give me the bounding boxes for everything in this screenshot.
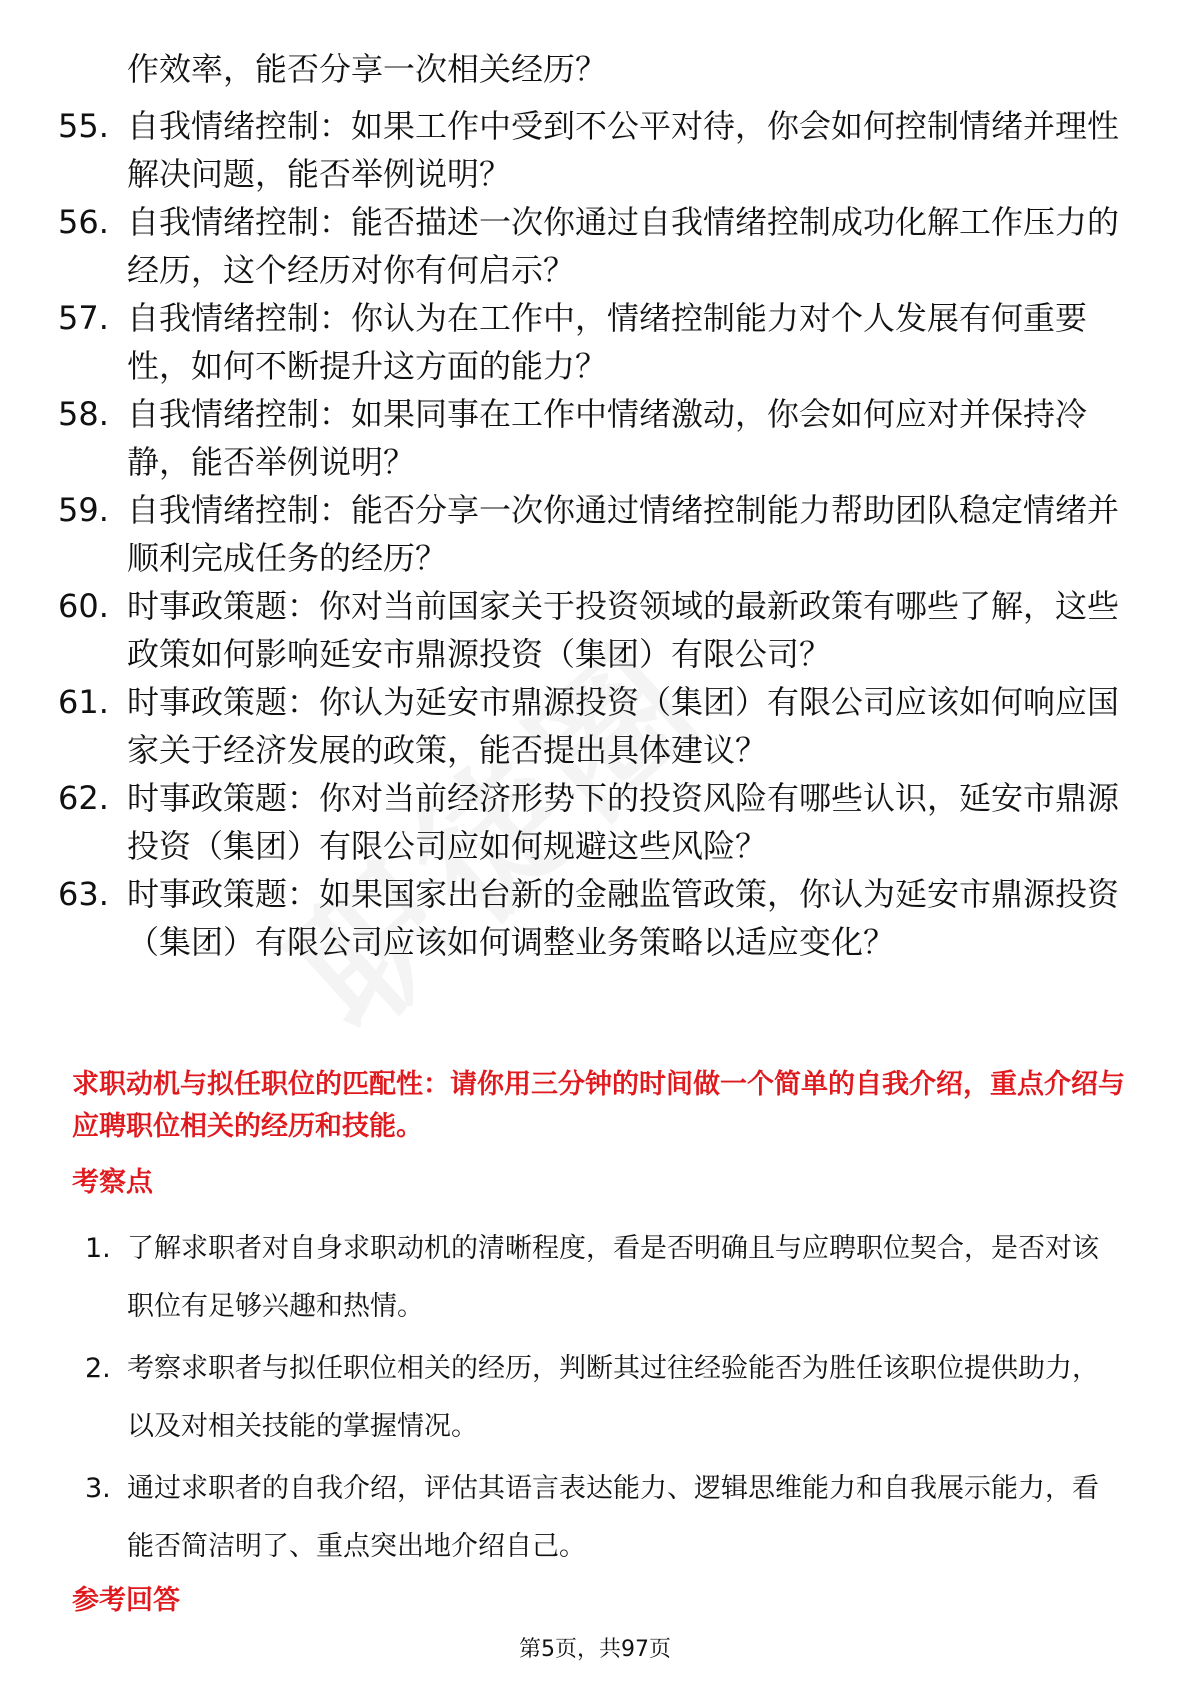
question-number: 60. bbox=[58, 587, 109, 625]
exam-point-text: 考察求职者与拟任职位相关的经历，判断其过往经验能否为胜任该职位提供助力，以及对相关技能的掌握情况。 bbox=[127, 1353, 1099, 1442]
question-number: 59. bbox=[58, 491, 109, 529]
question-number: 62. bbox=[58, 779, 109, 817]
exam-points-heading: 考察点 bbox=[72, 1167, 153, 1198]
question-text: 自我情绪控制：你认为在工作中，情绪控制能力对个人发展有何重要性，如何不断提升这方面的能力？ bbox=[127, 299, 1088, 385]
exam-point-text: 了解求职者对自身求职动机的清晰程度，看是否明确且与应聘职位契合，是否对该职位有足够兴趣和热情。 bbox=[127, 1233, 1099, 1322]
question-continuation: 作效率，能否分享一次相关经历？ bbox=[127, 50, 608, 88]
question-number: 61. bbox=[58, 683, 109, 721]
question-text: 自我情绪控制：如果工作中受到不公平对待，你会如何控制情绪并理性解决问题，能否举例说明？ bbox=[127, 107, 1120, 193]
question-text: 自我情绪控制：如果同事在工作中情绪激动，你会如何应对并保持冷静，能否举例说明？ bbox=[127, 395, 1088, 481]
question-text: 自我情绪控制：能否描述一次你通过自我情绪控制成功化解工作压力的经历，这个经历对你有何启示？ bbox=[127, 203, 1120, 289]
exam-point-number: 1. bbox=[85, 1233, 111, 1264]
question-text: 时事政策题：你认为延安市鼎源投资（集团）有限公司应该如何响应国家关于经济发展的政策，能否提出具体建议？ bbox=[127, 683, 1120, 769]
exam-point-number: 3. bbox=[85, 1473, 111, 1504]
question-text: 时事政策题：你对当前国家关于投资领域的最新政策有哪些了解，这些政策如何影响延安市鼎源投资（集团）有限公司？ bbox=[127, 587, 1120, 673]
page-footer: 第5页，共97页 bbox=[519, 1637, 671, 1662]
exam-point-number: 2. bbox=[85, 1353, 111, 1384]
exam-point-text: 通过求职者的自我介绍，评估其语言表达能力、逻辑思维能力和自我展示能力，看能否简洁明了、重点突出地介绍自己。 bbox=[127, 1473, 1099, 1562]
question-number: 55. bbox=[58, 107, 109, 145]
question-number: 63. bbox=[58, 875, 109, 913]
section-title: 求职动机与拟任职位的匹配性：请你用三分钟的时间做一个简单的自我介绍，重点介绍与应聘职位相关的经历和技能。 bbox=[72, 1069, 1125, 1142]
question-text: 时事政策题：你对当前经济形势下的投资风险有哪些认识，延安市鼎源投资（集团）有限公司应如何规避这些风险？ bbox=[127, 779, 1120, 865]
question-number: 58. bbox=[58, 395, 109, 433]
question-text: 自我情绪控制：能否分享一次你通过情绪控制能力帮助团队稳定情绪并顺利完成任务的经历？ bbox=[127, 491, 1120, 577]
reference-answer-heading: 参考回答 bbox=[72, 1585, 180, 1616]
question-number: 56. bbox=[58, 203, 109, 241]
question-text: 时事政策题：如果国家出台新的金融监管政策，你认为延安市鼎源投资（集团）有限公司应该如何调整业务策略以适应变化？ bbox=[127, 875, 1120, 961]
question-number: 57. bbox=[58, 299, 109, 337]
